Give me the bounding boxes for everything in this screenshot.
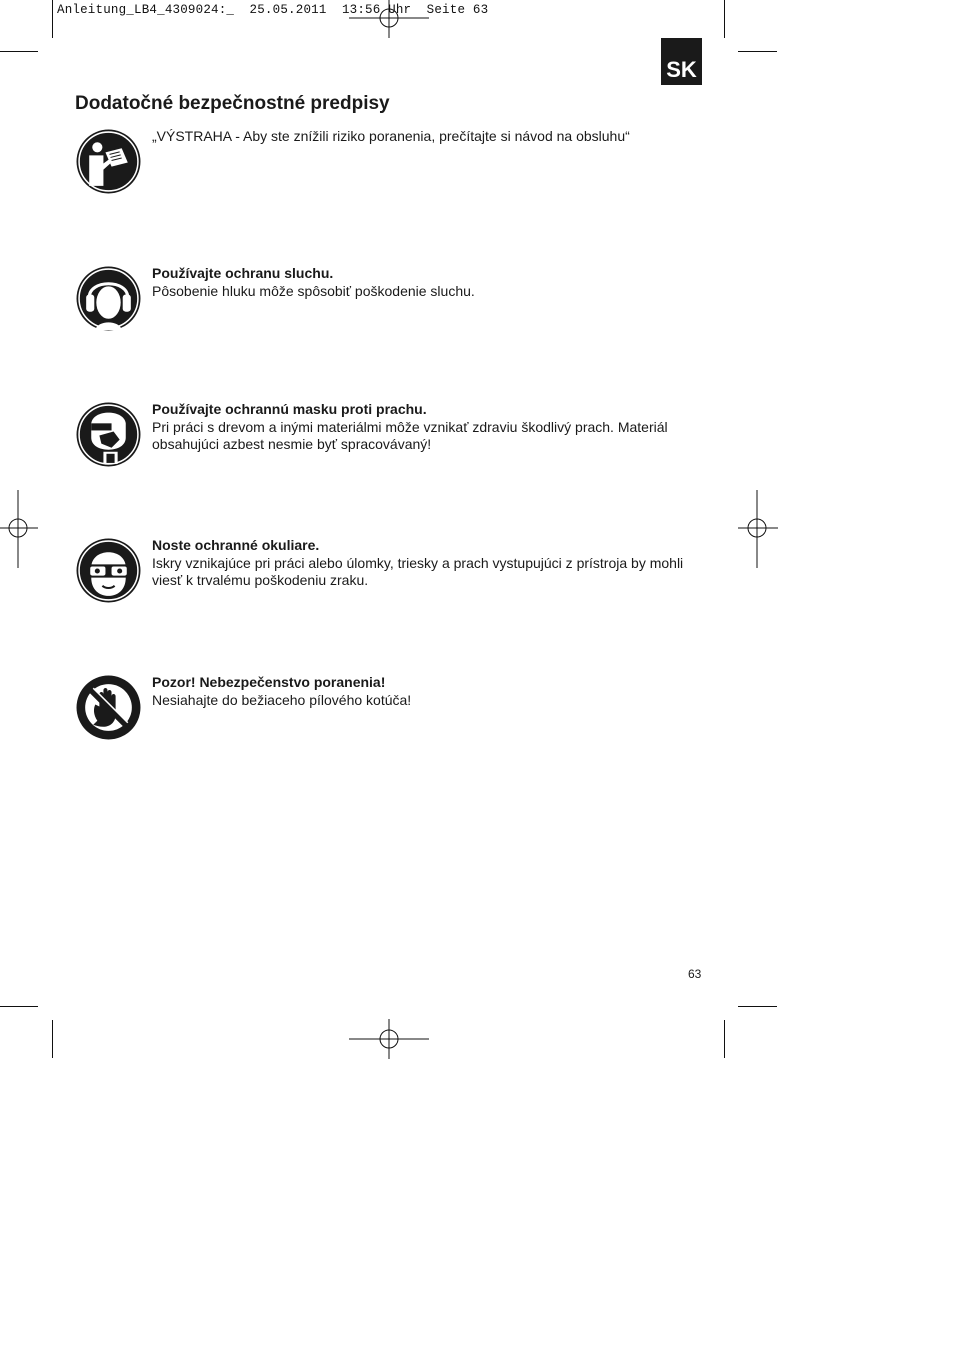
registration-mark-left [0, 490, 38, 568]
crop-mark [52, 0, 53, 38]
crop-mark [0, 1006, 38, 1007]
notice-text [152, 128, 712, 146]
notice-body: Iskry vznikajúce pri práci alebo úlomky, triesky a prach vystupujúci z prístroja by mohli viesť k trvalému poškodeniu zraku. [152, 554, 684, 589]
notice-body: Pôsobenie hluku môže spôsobiť poškodenie sluchu. [152, 282, 475, 299]
notice-heading: Používajte ochrannú masku proti prachu. [152, 401, 427, 417]
notice-body: Pri práci s drevom a inými materiálmi môže vznikať zdraviu škodlivý prach. Materiál obsahujúci azbest nesmie byť spracovávaný! [152, 418, 668, 453]
registration-mark-bottom [349, 1019, 429, 1059]
notice-text [152, 401, 712, 454]
page-number: 63 [688, 967, 702, 981]
notice-text [152, 674, 712, 709]
dust-mask-icon [75, 401, 142, 468]
crop-mark [738, 51, 777, 52]
read-manual-icon [75, 128, 142, 195]
print-header: Anleitung_LB4_4309024:_ 25.05.2011 13:56 Uhr Seite 63 [57, 3, 489, 17]
notice-text [152, 265, 712, 300]
language-badge: SK [661, 38, 702, 85]
notice-heading: Pozor! Nebezpečenstvo poranenia! [152, 674, 386, 690]
crop-mark [738, 1006, 777, 1007]
registration-mark-right [738, 490, 778, 568]
crop-mark [52, 1020, 53, 1058]
crop-mark [724, 0, 725, 38]
section-title: Dodatočné bezpečnostné predpisy [75, 93, 390, 114]
registration-mark-top [349, 0, 429, 38]
safety-goggles-icon [75, 537, 142, 604]
crop-mark [724, 1020, 725, 1058]
notice-text [152, 537, 712, 590]
notice-body: Nesiahajte do bežiaceho pílového kotúča! [152, 691, 412, 708]
notice-heading: Noste ochranné okuliare. [152, 537, 320, 553]
notice-heading: Používajte ochranu sluchu. [152, 265, 334, 281]
ear-protection-icon [75, 265, 142, 332]
notice-body: „VÝSTRAHA - Aby ste znížili riziko poranenia, prečítajte si návod na obsluhu“ [152, 128, 630, 144]
no-hands-icon [75, 674, 142, 741]
crop-mark [0, 51, 38, 52]
